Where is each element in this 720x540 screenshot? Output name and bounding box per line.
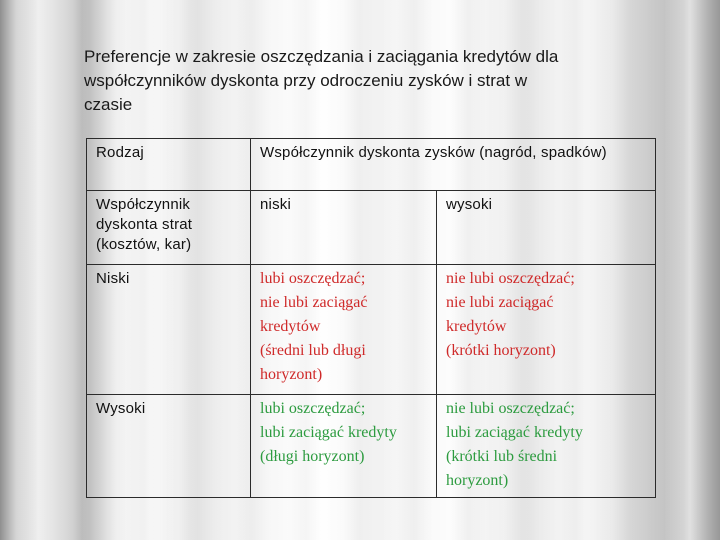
row-high-cell-high-gains-line-2: lubi zaciągać kredyty [446, 424, 583, 441]
slide-title-line-2: współczynników dyskonta przy odroczeniu zysków i strat w [84, 71, 528, 90]
header-cell-rodzaj [87, 139, 251, 191]
slide-title [84, 45, 644, 117]
subheader-cell-high [437, 191, 656, 265]
subheader-cell-discount-losses-line-3: (kosztów, kar) [96, 236, 192, 253]
row-low-cell-high-gains-line-1: nie lubi oszczędzać; [446, 270, 575, 287]
subheader-cell-discount-losses-line-1: Współczynnik [96, 196, 191, 213]
header-cell-discount-gains-text: Współczynnik dyskonta zysków (nagród, spadków) [260, 144, 607, 161]
subheader-cell-discount-losses [87, 191, 251, 265]
row-low-cell-low-gains-line-2: nie lubi zaciągać [260, 294, 368, 311]
row-high-cell-low-gains-line-1: lubi oszczędzać; [260, 400, 366, 417]
row-low-cell-low-gains-line-4: (średni lub długi [260, 342, 366, 359]
subheader-cell-low-text: niski [260, 196, 292, 213]
row-high-cell-low-gains-line-3: (długi horyzont) [260, 448, 365, 465]
row-low-cell-high-gains [437, 265, 656, 395]
row-high-cell-low-gains [251, 395, 437, 498]
table-header-row [87, 139, 656, 191]
slide-title-line-3: czasie [84, 95, 133, 114]
subheader-cell-high-text: wysoki [446, 196, 493, 213]
row-label-high-text: Wysoki [96, 400, 146, 417]
header-cell-discount-gains [251, 139, 656, 191]
row-high-cell-low-gains-line-2: lubi zaciągać kredyty [260, 424, 397, 441]
header-cell-rodzaj-text: Rodzaj [96, 144, 144, 161]
row-low-cell-high-gains-line-2: nie lubi zaciągać [446, 294, 554, 311]
table-row-low [87, 265, 656, 395]
row-low-cell-low-gains-line-5: horyzont) [260, 366, 323, 383]
preferences-table-container [86, 138, 655, 497]
row-low-cell-high-gains-line-4: (krótki horyzont) [446, 342, 556, 359]
row-label-low [87, 265, 251, 395]
table-row-high [87, 395, 656, 498]
row-low-cell-low-gains [251, 265, 437, 395]
row-label-low-text: Niski [96, 270, 130, 287]
row-high-cell-high-gains-line-3: (krótki lub średni [446, 448, 558, 465]
row-high-cell-high-gains-line-1: nie lubi oszczędzać; [446, 400, 575, 417]
row-label-high [87, 395, 251, 498]
table-subheader-row [87, 191, 656, 265]
slide-title-line-1: Preferencje w zakresie oszczędzania i zaciągania kredytów dla [84, 47, 559, 66]
row-low-cell-high-gains-line-3: kredytów [446, 318, 507, 335]
subheader-cell-discount-losses-line-2: dyskonta strat [96, 216, 193, 233]
row-low-cell-low-gains-line-1: lubi oszczędzać; [260, 270, 366, 287]
row-low-cell-low-gains-line-3: kredytów [260, 318, 321, 335]
preferences-table [86, 138, 656, 498]
row-high-cell-high-gains [437, 395, 656, 498]
subheader-cell-low [251, 191, 437, 265]
row-high-cell-high-gains-line-4: horyzont) [446, 472, 509, 489]
